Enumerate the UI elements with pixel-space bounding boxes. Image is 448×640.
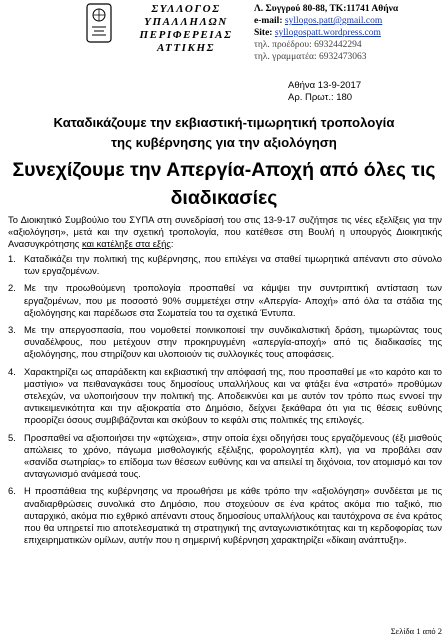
point-text: Καταδικάζει την πολιτική της κυβέρνησης, που επιλέγει να σταθεί τιμωρητικά απέναντι στο σύνολο των εργαζομένων. bbox=[24, 253, 442, 277]
point-number: 4. bbox=[8, 365, 16, 377]
point-number: 2. bbox=[8, 282, 16, 294]
document-meta bbox=[288, 80, 361, 104]
point-number: 6. bbox=[8, 485, 16, 497]
point-text: Η προσπάθεια της κυβέρνησης να προωθήσει με κάθε τρόπο την «αξιολόγηση» συνδέεται με τις αναδιαρθρώσεις συνολικά στο Δημόσιο, που στοχεύουν σε ένα κράτος ακόμα πιο ταξικό, πιο αυταρχικό, ακόμα πιο εχθρικό απέναντι στους δημοσίους υπαλλήλους και ταυτόχρονα σε ένα κράτος που θα υπηρετεί πιο αποτελεσματικά τη στρατηγική της ανταγωνιστικότητας και τη κερδοφορίας των επιχειρηματικών ομίλων, αυτήν που η σημερινή κυβέρνηση χαρακτηρίζει «δίκαιη ανάπτυξη». bbox=[24, 485, 442, 546]
point-text: Προσπαθεί να αξιοποιήσει την «φτώχεια», στην οποία έχει οδηγήσει τους εργαζόμενους (έξι μισθούς απώλειες το χρόνο, πάγωμα μισθολογικής εξέλιξης, φορολογητέα κλπ), για να προβάλει σαν «σανίδα σωτηρίας» το επίδομα των θέσεων ευθύνης και να απειλεί τη διχόνοια, τον ατομισμό και τον ανταγωνισμό ανάμεσά τους. bbox=[24, 431, 442, 480]
point-text: Με την προωθούμενη τροπολογία προσπαθεί να κάμψει την συντριπτική αντίσταση των εργαζομένων, που με ποσοστό 90% συμμετέχει στην «Απεργία- Αποχή» από όλα τα στάδια της αξιολόγησης και παρέδωσε στα Σωματεία του τα σχετικά Έντυπα. bbox=[24, 282, 442, 318]
president-phone: τηλ. προέδρου: 6932442294 bbox=[254, 40, 362, 50]
point-number: 1. bbox=[8, 253, 16, 264]
protocol-number: Αρ. Πρωτ.: 180 bbox=[288, 92, 353, 103]
email-link[interactable]: syllogos.patt@gmail.com bbox=[284, 16, 383, 26]
headline-line: της κυβέρνησης για την αξιολόγηση bbox=[111, 135, 337, 150]
decision-points bbox=[8, 253, 442, 551]
point-number: 5. bbox=[8, 431, 16, 443]
secretary-phone: τηλ. γραμματέα: 6932473063 bbox=[254, 52, 367, 62]
list-item bbox=[8, 282, 442, 319]
contact-block bbox=[254, 3, 444, 63]
letterhead bbox=[0, 0, 448, 78]
association-line: ΥΠΑΛΛΗΛΩΝ bbox=[144, 16, 228, 28]
email-label: e-mail: bbox=[254, 16, 283, 26]
association-line: ΠΕΡΙΦΕΡΕΙΑΣ bbox=[139, 29, 233, 41]
list-item bbox=[8, 324, 442, 361]
document-date: Αθήνα 13-9-2017 bbox=[288, 80, 362, 91]
association-emblem-icon bbox=[86, 3, 112, 43]
association-name bbox=[126, 3, 246, 55]
site-label: Site: bbox=[254, 28, 273, 38]
point-number: 3. bbox=[8, 324, 16, 336]
list-item bbox=[8, 432, 442, 481]
main-title-line: διαδικασίες bbox=[170, 187, 278, 209]
page-footer: Σελίδα 1 από 2 bbox=[390, 626, 442, 636]
intro-text: Το Διοικητικό Συμβούλιο του ΣΥΠΑ στη συνεδρίασή του στις 13-9-17 συζήτησε τις νέες εξελίξεις για την «αξιολόγηση», μετά και την σχετική τροπολογία, που κατέθεσε στη Βουλή η υπουργός Διοικητικής Ανασυγκρότησης bbox=[8, 214, 442, 249]
address: Λ. Συγγρού 80-88, ΤΚ:11741 Αθήνα bbox=[254, 4, 399, 14]
main-title-line: Συνεχίζουμε την Απεργία-Αποχή από όλες τις bbox=[12, 159, 436, 181]
point-text: Χαρακτηρίζει ως απαράδεκτη και εκβιαστική την απόφασή της, που προσπαθεί με «το καρότο και το μαστίγιο» να πειθαναγκάσει τους δημοσίους υπαλλήλους και να φτάξει ένα «στρατό» προθύμων στελεχών, να υλοποιήσουν την πολιτική της. Αποδεικνύει και με αυτόν τον τρόπο πως εννοεί την αντικειμενικότητα και την αξιοκρατία στο Δημόσιο, δείχνει ξεκάθαρα ότι για τις θέσεις ευθύνης προορίζει όσους συμβιβάζονται και σκύβουν το κεφάλι στις πολιτικές της επιλογές. bbox=[24, 365, 442, 426]
headline-line: Καταδικάζουμε την εκβιαστική-τιμωρητική τροπολογία bbox=[53, 115, 395, 130]
intro-paragraph: Το Διοικητικό Συμβούλιο του ΣΥΠΑ στη συνεδρίασή του στις 13-9-17 συζήτησε τις νέες εξελίξεις για την «αξιολόγηση», μετά και την σχετική τροπολογία, που κατέθεσε στη Βουλή η υπουργός Διοικητικής Ανασυγκρότησης και κατέληξε στα εξής: bbox=[8, 214, 442, 249]
headline bbox=[0, 113, 448, 153]
list-item bbox=[8, 485, 442, 546]
association-line: ΑΤΤΙΚΗΣ bbox=[156, 42, 216, 54]
intro-underlined: και κατέληξε στα εξής bbox=[81, 238, 171, 249]
list-item bbox=[8, 253, 442, 277]
association-line: ΣΥΛΛΟΓΟΣ bbox=[151, 3, 221, 15]
list-item bbox=[8, 366, 442, 427]
site-link[interactable]: syllogospatt.wordpress.com bbox=[274, 28, 381, 38]
main-title bbox=[0, 156, 448, 212]
point-text: Με την απεργοσπασία, που νομοθετεί ποινικοποιεί την συνδικαλιστική δράση, τιμωρώντας τους συναδέλφους, που μετέχουν στην προκηρυγμένη «απεργία-αποχή» από τις διαδικασίες της αξιολόγησης, που στηρίζουν και υλοποιούν τις συλλογικές τους αποφάσεις. bbox=[24, 324, 442, 360]
